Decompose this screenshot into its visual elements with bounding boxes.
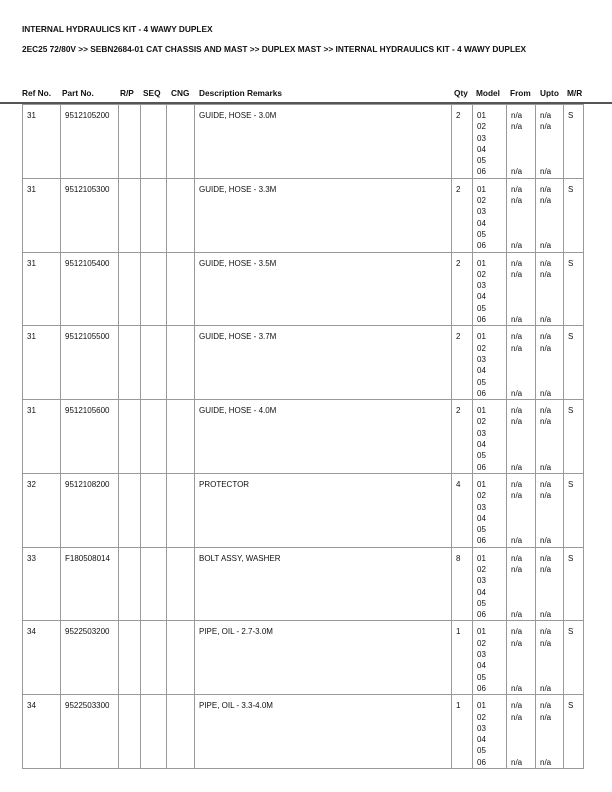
page-title: INTERNAL HYDRAULICS KIT - 4 WAWY DUPLEX bbox=[22, 24, 213, 34]
from-value: n/a bbox=[511, 536, 523, 546]
model-code: 04 bbox=[477, 513, 486, 523]
table-row bbox=[23, 695, 584, 769]
upto-value: n/a bbox=[540, 417, 552, 427]
ref-no: 32 bbox=[23, 473, 61, 547]
model-code: 01 bbox=[477, 111, 486, 120]
cng-cell bbox=[167, 621, 195, 695]
model-code: 03 bbox=[477, 281, 486, 291]
from-value bbox=[511, 723, 531, 734]
upto-list bbox=[536, 547, 564, 621]
model-code: 02 bbox=[477, 122, 486, 132]
upto-value bbox=[540, 575, 559, 586]
cng-cell bbox=[167, 547, 195, 621]
model-code: 01 bbox=[477, 553, 486, 563]
from-value: n/a bbox=[511, 388, 523, 398]
cng-cell bbox=[167, 326, 195, 400]
upto-value: n/a bbox=[540, 462, 552, 472]
ref-no: 31 bbox=[23, 178, 61, 252]
from-value bbox=[511, 133, 531, 144]
cng-cell bbox=[167, 105, 195, 179]
from-value bbox=[511, 439, 531, 450]
part-no: 9522503300 bbox=[61, 695, 119, 769]
model-code: 05 bbox=[477, 525, 486, 535]
upto-value bbox=[540, 513, 559, 524]
from-value bbox=[511, 660, 531, 671]
cng-cell bbox=[167, 400, 195, 474]
description: PIPE, OIL - 3.3-4.0M bbox=[195, 695, 452, 769]
parts-table bbox=[22, 104, 584, 769]
seq-cell bbox=[141, 105, 167, 179]
model-code: 01 bbox=[477, 627, 486, 637]
upto-value: n/a bbox=[540, 610, 552, 620]
from-value bbox=[511, 155, 531, 166]
rp-cell bbox=[119, 178, 141, 252]
from-value: n/a bbox=[511, 564, 523, 574]
upto-value bbox=[540, 365, 559, 376]
upto-list bbox=[536, 178, 564, 252]
from-list bbox=[507, 473, 536, 547]
ref-no: 31 bbox=[23, 252, 61, 326]
from-value: n/a bbox=[511, 417, 523, 427]
upto-value bbox=[540, 672, 559, 683]
upto-list bbox=[536, 621, 564, 695]
upto-value: n/a bbox=[540, 553, 552, 563]
upto-list bbox=[536, 400, 564, 474]
from-value: n/a bbox=[511, 184, 523, 194]
model-code: 05 bbox=[477, 598, 486, 608]
description: GUIDE, HOSE - 3.5M bbox=[195, 252, 452, 326]
from-list bbox=[507, 621, 536, 695]
upto-value: n/a bbox=[540, 122, 552, 132]
qty: 2 bbox=[452, 326, 473, 400]
upto-value bbox=[540, 144, 559, 155]
seq-cell bbox=[141, 695, 167, 769]
model-list bbox=[473, 400, 507, 474]
upto-list bbox=[536, 326, 564, 400]
cng-cell bbox=[167, 695, 195, 769]
from-list bbox=[507, 105, 536, 179]
qty: 1 bbox=[452, 621, 473, 695]
model-code: 05 bbox=[477, 377, 486, 387]
col-seq: SEQ bbox=[143, 88, 161, 98]
model-code: 06 bbox=[477, 683, 486, 693]
model-code: 03 bbox=[477, 650, 486, 660]
from-value bbox=[511, 587, 531, 598]
upto-value: n/a bbox=[540, 269, 552, 279]
rp-cell bbox=[119, 400, 141, 474]
table-row bbox=[23, 178, 584, 252]
part-no: 9512105400 bbox=[61, 252, 119, 326]
ref-no: 31 bbox=[23, 326, 61, 400]
description: GUIDE, HOSE - 3.7M bbox=[195, 326, 452, 400]
upto-value bbox=[540, 303, 559, 314]
seq-cell bbox=[141, 326, 167, 400]
qty: 2 bbox=[452, 105, 473, 179]
from-value: n/a bbox=[511, 683, 523, 693]
breadcrumb: 2EC25 72/80V >> SEBN2684-01 CAT CHASSIS AND MAST >> DUPLEX MAST >> INTERNAL HYDRAULICS KIT - 4 WAWY DUPLEX bbox=[22, 44, 527, 54]
upto-value bbox=[540, 587, 559, 598]
from-value: n/a bbox=[511, 241, 523, 251]
from-value: n/a bbox=[511, 610, 523, 620]
from-list bbox=[507, 400, 536, 474]
from-value bbox=[511, 524, 531, 535]
seq-cell bbox=[141, 252, 167, 326]
col-cng: CNG bbox=[171, 88, 190, 98]
qty: 8 bbox=[452, 547, 473, 621]
upto-value: n/a bbox=[540, 241, 552, 251]
ref-no: 34 bbox=[23, 695, 61, 769]
model-code: 01 bbox=[477, 406, 486, 416]
rp-cell bbox=[119, 695, 141, 769]
ref-no: 31 bbox=[23, 105, 61, 179]
rp-cell bbox=[119, 252, 141, 326]
seq-cell bbox=[141, 547, 167, 621]
upto-value bbox=[540, 598, 559, 609]
model-list bbox=[473, 547, 507, 621]
col-upto: Upto bbox=[540, 88, 559, 98]
model-list bbox=[473, 178, 507, 252]
model-code: 02 bbox=[477, 269, 486, 279]
model-code: 06 bbox=[477, 462, 486, 472]
upto-value bbox=[540, 723, 559, 734]
table-row bbox=[23, 547, 584, 621]
from-list bbox=[507, 178, 536, 252]
part-no: 9512105200 bbox=[61, 105, 119, 179]
model-code: 03 bbox=[477, 428, 486, 438]
upto-value bbox=[540, 377, 559, 388]
model-code: 04 bbox=[477, 292, 486, 302]
upto-value: n/a bbox=[540, 196, 552, 206]
mr: S bbox=[564, 252, 584, 326]
cng-cell bbox=[167, 252, 195, 326]
rp-cell bbox=[119, 105, 141, 179]
from-list bbox=[507, 326, 536, 400]
from-value bbox=[511, 229, 531, 240]
upto-value bbox=[540, 428, 559, 439]
rp-cell bbox=[119, 547, 141, 621]
from-value: n/a bbox=[511, 315, 523, 325]
model-code: 02 bbox=[477, 417, 486, 427]
seq-cell bbox=[141, 473, 167, 547]
model-code: 04 bbox=[477, 661, 486, 671]
from-value bbox=[511, 502, 531, 513]
table-row bbox=[23, 473, 584, 547]
description: GUIDE, HOSE - 3.3M bbox=[195, 178, 452, 252]
upto-value bbox=[540, 450, 559, 461]
model-list bbox=[473, 326, 507, 400]
from-value bbox=[511, 206, 531, 217]
model-code: 05 bbox=[477, 672, 486, 682]
from-value bbox=[511, 291, 531, 302]
from-value bbox=[511, 745, 531, 756]
part-no: F180508014 bbox=[61, 547, 119, 621]
from-value: n/a bbox=[511, 638, 523, 648]
ref-no: 33 bbox=[23, 547, 61, 621]
col-mr: M/R bbox=[567, 88, 583, 98]
model-code: 06 bbox=[477, 167, 486, 177]
model-code: 01 bbox=[477, 258, 486, 268]
upto-value: n/a bbox=[540, 406, 552, 416]
from-value: n/a bbox=[511, 757, 523, 767]
upto-value: n/a bbox=[540, 388, 552, 398]
mr: S bbox=[564, 695, 584, 769]
model-code: 06 bbox=[477, 757, 486, 767]
upto-value bbox=[540, 133, 559, 144]
upto-value: n/a bbox=[540, 491, 552, 501]
description: PROTECTOR bbox=[195, 473, 452, 547]
rp-cell bbox=[119, 473, 141, 547]
model-code: 03 bbox=[477, 576, 486, 586]
model-code: 02 bbox=[477, 491, 486, 501]
model-code: 03 bbox=[477, 207, 486, 217]
upto-value: n/a bbox=[540, 564, 552, 574]
upto-value: n/a bbox=[540, 315, 552, 325]
mr: S bbox=[564, 547, 584, 621]
from-value bbox=[511, 218, 531, 229]
model-code: 05 bbox=[477, 156, 486, 166]
from-value: n/a bbox=[511, 332, 523, 342]
from-value: n/a bbox=[511, 479, 523, 489]
upto-value: n/a bbox=[540, 479, 552, 489]
col-rp: R/P bbox=[120, 88, 134, 98]
from-value bbox=[511, 598, 531, 609]
qty: 2 bbox=[452, 400, 473, 474]
cng-cell bbox=[167, 473, 195, 547]
model-code: 01 bbox=[477, 184, 486, 194]
table-row bbox=[23, 252, 584, 326]
upto-value bbox=[540, 660, 559, 671]
seq-cell bbox=[141, 178, 167, 252]
model-code: 03 bbox=[477, 502, 486, 512]
upto-value: n/a bbox=[540, 167, 552, 177]
from-value: n/a bbox=[511, 491, 523, 501]
part-no: 9522503200 bbox=[61, 621, 119, 695]
part-no: 9512108200 bbox=[61, 473, 119, 547]
from-value: n/a bbox=[511, 167, 523, 177]
model-code: 01 bbox=[477, 701, 486, 711]
model-code: 04 bbox=[477, 144, 486, 154]
from-value bbox=[511, 575, 531, 586]
upto-value bbox=[540, 218, 559, 229]
upto-value bbox=[540, 649, 559, 660]
model-code: 05 bbox=[477, 451, 486, 461]
model-code: 04 bbox=[477, 587, 486, 597]
model-code: 04 bbox=[477, 366, 486, 376]
model-code: 06 bbox=[477, 388, 486, 398]
col-desc: Description Remarks bbox=[199, 88, 283, 98]
upto-value: n/a bbox=[540, 627, 552, 637]
description: GUIDE, HOSE - 4.0M bbox=[195, 400, 452, 474]
upto-value: n/a bbox=[540, 536, 552, 546]
ref-no: 31 bbox=[23, 400, 61, 474]
upto-value bbox=[540, 280, 559, 291]
upto-list bbox=[536, 105, 564, 179]
upto-value bbox=[540, 155, 559, 166]
table-header bbox=[0, 88, 612, 102]
model-code: 01 bbox=[477, 479, 486, 489]
model-code: 02 bbox=[477, 638, 486, 648]
upto-value: n/a bbox=[540, 111, 552, 120]
qty: 1 bbox=[452, 695, 473, 769]
model-list bbox=[473, 105, 507, 179]
table-row bbox=[23, 400, 584, 474]
from-value bbox=[511, 377, 531, 388]
col-model: Model bbox=[476, 88, 500, 98]
upto-value: n/a bbox=[540, 258, 552, 268]
col-ref: Ref No. bbox=[22, 88, 52, 98]
model-list bbox=[473, 252, 507, 326]
upto-value: n/a bbox=[540, 701, 552, 711]
from-value bbox=[511, 354, 531, 365]
model-list bbox=[473, 695, 507, 769]
model-code: 04 bbox=[477, 440, 486, 450]
from-value: n/a bbox=[511, 701, 523, 711]
from-value bbox=[511, 365, 531, 376]
mr: S bbox=[564, 400, 584, 474]
model-code: 06 bbox=[477, 610, 486, 620]
model-code: 02 bbox=[477, 712, 486, 722]
description: PIPE, OIL - 2.7-3.0M bbox=[195, 621, 452, 695]
upto-value bbox=[540, 502, 559, 513]
from-value bbox=[511, 450, 531, 461]
from-value bbox=[511, 144, 531, 155]
model-code: 03 bbox=[477, 354, 486, 364]
upto-value bbox=[540, 229, 559, 240]
upto-value bbox=[540, 354, 559, 365]
upto-value: n/a bbox=[540, 712, 552, 722]
qty: 2 bbox=[452, 178, 473, 252]
from-value: n/a bbox=[511, 406, 523, 416]
col-qty: Qty bbox=[454, 88, 468, 98]
description: GUIDE, HOSE - 3.0M bbox=[195, 105, 452, 179]
rp-cell bbox=[119, 326, 141, 400]
part-no: 9512105600 bbox=[61, 400, 119, 474]
upto-list bbox=[536, 252, 564, 326]
from-value: n/a bbox=[511, 343, 523, 353]
mr: S bbox=[564, 326, 584, 400]
mr: S bbox=[564, 178, 584, 252]
model-code: 04 bbox=[477, 735, 486, 745]
part-no: 9512105500 bbox=[61, 326, 119, 400]
model-code: 02 bbox=[477, 343, 486, 353]
from-value: n/a bbox=[511, 196, 523, 206]
seq-cell bbox=[141, 621, 167, 695]
model-code: 05 bbox=[477, 746, 486, 756]
upto-value: n/a bbox=[540, 638, 552, 648]
upto-value bbox=[540, 524, 559, 535]
description: BOLT ASSY, WASHER bbox=[195, 547, 452, 621]
qty: 2 bbox=[452, 252, 473, 326]
upto-value bbox=[540, 291, 559, 302]
model-code: 03 bbox=[477, 133, 486, 143]
model-code: 06 bbox=[477, 241, 486, 251]
from-list bbox=[507, 695, 536, 769]
mr: S bbox=[564, 621, 584, 695]
from-value: n/a bbox=[511, 627, 523, 637]
upto-value: n/a bbox=[540, 757, 552, 767]
model-list bbox=[473, 473, 507, 547]
from-value bbox=[511, 513, 531, 524]
upto-value: n/a bbox=[540, 332, 552, 342]
rp-cell bbox=[119, 621, 141, 695]
model-code: 05 bbox=[477, 303, 486, 313]
from-value bbox=[511, 428, 531, 439]
upto-value: n/a bbox=[540, 184, 552, 194]
table-row bbox=[23, 105, 584, 179]
col-part: Part No. bbox=[62, 88, 94, 98]
upto-value bbox=[540, 734, 559, 745]
part-no: 9512105300 bbox=[61, 178, 119, 252]
model-code: 04 bbox=[477, 218, 486, 228]
from-value: n/a bbox=[511, 111, 523, 120]
from-value bbox=[511, 649, 531, 660]
seq-cell bbox=[141, 400, 167, 474]
model-list bbox=[473, 621, 507, 695]
upto-value bbox=[540, 745, 559, 756]
from-value: n/a bbox=[511, 712, 523, 722]
from-value: n/a bbox=[511, 122, 523, 132]
table-row bbox=[23, 326, 584, 400]
model-code: 03 bbox=[477, 723, 486, 733]
from-value bbox=[511, 672, 531, 683]
from-value bbox=[511, 280, 531, 291]
table-row bbox=[23, 621, 584, 695]
col-from: From bbox=[510, 88, 531, 98]
from-value: n/a bbox=[511, 258, 523, 268]
model-code: 06 bbox=[477, 536, 486, 546]
upto-value bbox=[540, 439, 559, 450]
upto-value bbox=[540, 206, 559, 217]
mr: S bbox=[564, 105, 584, 179]
ref-no: 34 bbox=[23, 621, 61, 695]
model-code: 06 bbox=[477, 315, 486, 325]
model-code: 02 bbox=[477, 196, 486, 206]
upto-value: n/a bbox=[540, 683, 552, 693]
from-list bbox=[507, 252, 536, 326]
model-code: 02 bbox=[477, 564, 486, 574]
upto-value: n/a bbox=[540, 343, 552, 353]
mr: S bbox=[564, 473, 584, 547]
from-value: n/a bbox=[511, 269, 523, 279]
from-value bbox=[511, 734, 531, 745]
model-code: 05 bbox=[477, 229, 486, 239]
cng-cell bbox=[167, 178, 195, 252]
from-list bbox=[507, 547, 536, 621]
from-value: n/a bbox=[511, 462, 523, 472]
from-value: n/a bbox=[511, 553, 523, 563]
from-value bbox=[511, 303, 531, 314]
upto-list bbox=[536, 695, 564, 769]
upto-list bbox=[536, 473, 564, 547]
model-code: 01 bbox=[477, 332, 486, 342]
qty: 4 bbox=[452, 473, 473, 547]
